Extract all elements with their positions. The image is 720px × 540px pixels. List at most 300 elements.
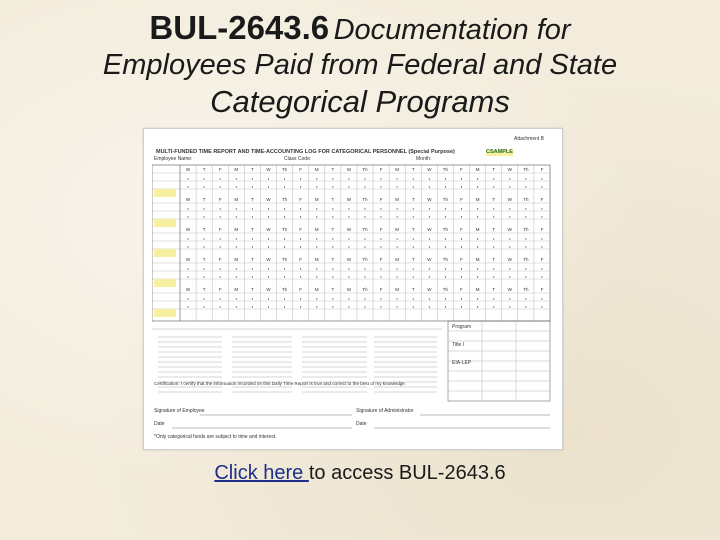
day-letter: T xyxy=(202,197,206,202)
entry-dot xyxy=(268,238,269,239)
entry-dot xyxy=(332,178,333,179)
day-letter: T xyxy=(202,257,206,262)
entry-dot xyxy=(252,246,253,247)
day-letter: F xyxy=(540,227,544,232)
entry-dot xyxy=(284,276,285,277)
entry-dot xyxy=(477,268,478,269)
day-letter: F xyxy=(379,287,383,292)
entry-dot xyxy=(300,246,301,247)
day-letter: T xyxy=(251,257,254,262)
day-letter: T xyxy=(492,227,496,232)
day-letter: Th xyxy=(523,197,529,202)
slide-title xyxy=(0,8,720,120)
entry-dot xyxy=(477,178,478,179)
entry-dot xyxy=(461,178,462,179)
entry-dot xyxy=(509,306,510,307)
day-letter: F xyxy=(218,287,222,292)
entry-dot xyxy=(204,178,205,179)
entry-dot xyxy=(380,238,381,239)
entry-dot xyxy=(397,268,398,269)
day-letter: Th xyxy=(362,227,368,232)
entry-dot xyxy=(187,178,188,179)
day-letter: Th xyxy=(523,167,529,172)
month-label: Month: xyxy=(416,156,432,162)
day-letter: T xyxy=(411,257,415,262)
entry-dot xyxy=(204,208,205,209)
entry-dot xyxy=(187,306,188,307)
entry-dot xyxy=(493,246,494,247)
entry-dot xyxy=(284,178,285,179)
day-letter: T xyxy=(251,287,254,292)
entry-dot xyxy=(268,216,269,217)
day-letter: T xyxy=(251,167,254,172)
entry-dot xyxy=(525,246,526,247)
grid-frame xyxy=(152,165,550,321)
entry-dot xyxy=(380,216,381,217)
entry-dot xyxy=(204,238,205,239)
day-letter: T xyxy=(202,167,206,172)
entry-dot xyxy=(445,306,446,307)
entry-dot xyxy=(364,276,365,277)
entry-dot xyxy=(364,178,365,179)
entry-dot xyxy=(380,208,381,209)
day-letter: F xyxy=(540,167,544,172)
day-letter: W xyxy=(266,257,271,262)
entry-dot xyxy=(509,208,510,209)
entry-dot xyxy=(380,178,381,179)
entry-dot xyxy=(525,216,526,217)
entry-dot xyxy=(284,268,285,269)
entry-dot xyxy=(445,186,446,187)
footnote: *Only categorical funds are subject to time and interest. xyxy=(154,434,277,440)
day-letter: T xyxy=(411,287,415,292)
day-letter: T xyxy=(202,287,206,292)
entry-dot xyxy=(461,216,462,217)
day-letter: M xyxy=(314,167,319,172)
entry-dot xyxy=(348,298,349,299)
entry-dot xyxy=(525,276,526,277)
day-letter: F xyxy=(379,197,383,202)
day-letter: T xyxy=(331,257,335,262)
entry-dot xyxy=(397,306,398,307)
entry-dot xyxy=(268,306,269,307)
entry-dot xyxy=(493,268,494,269)
entry-dot xyxy=(284,186,285,187)
entry-dot xyxy=(316,276,317,277)
entry-dot xyxy=(525,186,526,187)
entry-dot xyxy=(477,276,478,277)
entry-dot xyxy=(300,276,301,277)
entry-dot xyxy=(397,208,398,209)
day-letter: W xyxy=(427,197,432,202)
day-letter: W xyxy=(266,167,271,172)
entry-dot xyxy=(268,186,269,187)
employee-name-label: Employee Name: xyxy=(154,156,193,162)
entry-dot xyxy=(493,208,494,209)
entry-dot xyxy=(413,208,414,209)
form-title: MULTI-FUNDED TIME REPORT AND TIME-ACCOUNTING LOG FOR CATEGORICAL PERSONNEL (Special Purpose) xyxy=(156,149,455,155)
day-letter: M xyxy=(314,287,319,292)
day-letter: M xyxy=(395,167,400,172)
entry-dot xyxy=(284,306,285,307)
day-letter: Th xyxy=(281,197,288,202)
entry-dot xyxy=(541,276,542,277)
entry-dot xyxy=(461,268,462,269)
day-letter: Th xyxy=(523,227,529,232)
form-code: CSAMPLE xyxy=(486,149,513,155)
entry-dot xyxy=(364,298,365,299)
entry-dot xyxy=(236,208,237,209)
entry-dot xyxy=(493,186,494,187)
day-letter: Th xyxy=(442,197,449,202)
access-link[interactable]: Click here xyxy=(214,462,309,484)
entry-dot xyxy=(397,216,398,217)
day-letter: W xyxy=(185,257,191,262)
day-letter: T xyxy=(411,197,415,202)
entry-dot xyxy=(332,186,333,187)
entry-dot xyxy=(525,298,526,299)
entry-dot xyxy=(445,216,446,217)
entry-dot xyxy=(445,268,446,269)
entry-dot xyxy=(316,268,317,269)
row-highlight xyxy=(154,219,176,227)
day-letter: F xyxy=(218,227,222,232)
entry-dot xyxy=(236,268,237,269)
signature-employee-label: Signature of Employee xyxy=(154,408,205,414)
entry-dot xyxy=(525,238,526,239)
day-letter: W xyxy=(427,257,432,262)
entry-dot xyxy=(187,216,188,217)
entry-dot xyxy=(445,208,446,209)
entry-dot xyxy=(364,246,365,247)
entry-dot xyxy=(493,178,494,179)
entry-dot xyxy=(493,276,494,277)
entry-dot xyxy=(541,178,542,179)
entry-dot xyxy=(220,238,221,239)
day-letter: W xyxy=(185,167,191,172)
entry-dot xyxy=(429,276,430,277)
entry-dot xyxy=(364,208,365,209)
entry-dot xyxy=(364,186,365,187)
day-letter: F xyxy=(299,227,303,232)
entry-dot xyxy=(509,238,510,239)
day-letter: T xyxy=(492,197,496,202)
entry-dot xyxy=(429,306,430,307)
entry-dot xyxy=(300,178,301,179)
entry-dot xyxy=(380,268,381,269)
entry-dot xyxy=(429,216,430,217)
entry-dot xyxy=(461,208,462,209)
entry-dot xyxy=(220,186,221,187)
entry-dot xyxy=(509,178,510,179)
access-link-suffix: to access BUL-2643.6 xyxy=(308,462,506,484)
day-letter: M xyxy=(475,287,480,292)
day-letter: F xyxy=(299,287,303,292)
day-letter: F xyxy=(540,197,544,202)
entry-dot xyxy=(332,246,333,247)
entry-dot xyxy=(348,186,349,187)
entry-dot xyxy=(429,238,430,239)
entry-dot xyxy=(252,186,253,187)
entry-dot xyxy=(413,306,414,307)
entry-dot xyxy=(187,208,188,209)
entry-dot xyxy=(477,298,478,299)
day-letter: M xyxy=(395,227,400,232)
entry-dot xyxy=(187,298,188,299)
entry-dot xyxy=(413,178,414,179)
day-letter: W xyxy=(266,197,271,202)
entry-dot xyxy=(268,246,269,247)
signature-admin-label: Signature of Administrator xyxy=(356,408,414,414)
entry-dot xyxy=(541,306,542,307)
entry-dot xyxy=(236,178,237,179)
entry-dot xyxy=(380,298,381,299)
entry-dot xyxy=(332,268,333,269)
entry-dot xyxy=(364,216,365,217)
time-report-grid xyxy=(152,163,552,448)
day-letter: Th xyxy=(281,227,288,232)
day-letter: M xyxy=(234,257,239,262)
entry-dot xyxy=(220,306,221,307)
day-letter: F xyxy=(379,257,383,262)
day-letter: Th xyxy=(362,167,368,172)
entry-dot xyxy=(509,186,510,187)
entry-dot xyxy=(220,276,221,277)
day-letter: W xyxy=(346,197,352,202)
entry-dot xyxy=(541,268,542,269)
row-highlight xyxy=(154,309,176,317)
document-image xyxy=(143,128,563,450)
entry-dot xyxy=(477,216,478,217)
entry-dot xyxy=(187,246,188,247)
day-letter: M xyxy=(314,257,319,262)
entry-dot xyxy=(316,306,317,307)
entry-dot xyxy=(364,238,365,239)
day-letter: M xyxy=(314,197,319,202)
entry-dot xyxy=(252,298,253,299)
title-code: BUL-2643.6 xyxy=(149,9,330,46)
day-letter: T xyxy=(492,257,496,262)
entry-dot xyxy=(348,276,349,277)
entry-dot xyxy=(525,178,526,179)
entry-dot xyxy=(493,238,494,239)
entry-dot xyxy=(332,306,333,307)
day-letter: M xyxy=(234,197,239,202)
entry-dot xyxy=(236,186,237,187)
entry-dot xyxy=(413,186,414,187)
day-letter: Th xyxy=(442,167,449,172)
entry-dot xyxy=(397,238,398,239)
entry-dot xyxy=(316,298,317,299)
entry-dot xyxy=(300,216,301,217)
entry-dot xyxy=(397,246,398,247)
entry-dot xyxy=(316,238,317,239)
entry-dot xyxy=(509,276,510,277)
entry-dot xyxy=(380,246,381,247)
day-letter: W xyxy=(185,287,191,292)
entry-dot xyxy=(477,246,478,247)
entry-dot xyxy=(541,216,542,217)
entry-dot xyxy=(268,276,269,277)
entry-dot xyxy=(332,238,333,239)
entry-dot xyxy=(284,216,285,217)
day-letter: W xyxy=(266,227,271,232)
day-letter: F xyxy=(379,227,383,232)
day-letter: F xyxy=(540,257,544,262)
day-letter: Th xyxy=(281,167,288,172)
date-label-1: Date xyxy=(154,421,165,427)
entry-dot xyxy=(348,178,349,179)
day-letter: F xyxy=(299,197,303,202)
entry-dot xyxy=(397,276,398,277)
entry-dot xyxy=(461,238,462,239)
day-letter: Th xyxy=(362,197,368,202)
title1-label: Title I xyxy=(452,342,465,348)
entry-dot xyxy=(461,306,462,307)
entry-dot xyxy=(220,268,221,269)
day-letter: F xyxy=(460,227,463,232)
eia-label: EIA-LEP xyxy=(452,360,472,366)
day-letter: W xyxy=(427,167,432,172)
entry-dot xyxy=(445,238,446,239)
entry-dot xyxy=(187,238,188,239)
entry-dot xyxy=(268,178,269,179)
day-letter: F xyxy=(299,167,303,172)
entry-dot xyxy=(268,268,269,269)
entry-dot xyxy=(461,276,462,277)
entry-dot xyxy=(429,208,430,209)
row-highlight xyxy=(154,189,176,197)
entry-dot xyxy=(268,298,269,299)
day-letter: Th xyxy=(523,257,529,262)
entry-dot xyxy=(429,186,430,187)
entry-dot xyxy=(220,178,221,179)
entry-dot xyxy=(220,298,221,299)
day-letter: W xyxy=(185,227,191,232)
entry-dot xyxy=(493,306,494,307)
day-letter: Th xyxy=(523,287,529,292)
entry-dot xyxy=(429,178,430,179)
entry-dot xyxy=(252,238,253,239)
entry-dot xyxy=(429,246,430,247)
day-letter: M xyxy=(395,287,400,292)
day-letter: T xyxy=(251,227,254,232)
entry-dot xyxy=(445,298,446,299)
entry-dot xyxy=(348,216,349,217)
entry-dot xyxy=(525,306,526,307)
entry-dot xyxy=(284,298,285,299)
day-letter: F xyxy=(460,167,463,172)
entry-dot xyxy=(204,298,205,299)
day-letter: M xyxy=(475,257,480,262)
entry-dot xyxy=(413,268,414,269)
day-letter: W xyxy=(507,197,512,202)
entry-dot xyxy=(509,268,510,269)
entry-dot xyxy=(348,268,349,269)
entry-dot xyxy=(204,246,205,247)
entry-dot xyxy=(300,298,301,299)
day-letter: W xyxy=(266,287,271,292)
day-letter: Th xyxy=(362,257,368,262)
day-letter: T xyxy=(411,227,415,232)
day-letter: W xyxy=(427,287,432,292)
day-letter: Th xyxy=(442,287,449,292)
entry-dot xyxy=(493,298,494,299)
entry-dot xyxy=(541,238,542,239)
day-letter: W xyxy=(427,227,432,232)
title-line2: Employees Paid from Federal and State xyxy=(102,48,618,81)
row-highlight xyxy=(154,249,176,257)
entry-dot xyxy=(461,298,462,299)
entry-dot xyxy=(252,306,253,307)
entry-dot xyxy=(477,306,478,307)
entry-dot xyxy=(348,306,349,307)
entry-dot xyxy=(204,306,205,307)
entry-dot xyxy=(332,276,333,277)
entry-dot xyxy=(380,186,381,187)
entry-dot xyxy=(204,268,205,269)
day-letter: F xyxy=(460,197,463,202)
day-letter: Th xyxy=(281,257,288,262)
row-highlight xyxy=(154,279,176,287)
entry-dot xyxy=(397,186,398,187)
entry-dot xyxy=(268,208,269,209)
entry-dot xyxy=(429,298,430,299)
entry-dot xyxy=(236,276,237,277)
title-part2: Documentation for xyxy=(333,14,571,46)
entry-dot xyxy=(445,246,446,247)
entry-dot xyxy=(220,216,221,217)
day-letter: T xyxy=(331,227,335,232)
entry-dot xyxy=(316,216,317,217)
day-letter: M xyxy=(475,167,480,172)
entry-dot xyxy=(461,246,462,247)
day-letter: T xyxy=(202,227,206,232)
day-letter: F xyxy=(218,257,222,262)
entry-dot xyxy=(364,306,365,307)
entry-dot xyxy=(300,268,301,269)
day-letter: W xyxy=(185,197,191,202)
day-letter: T xyxy=(251,197,254,202)
entry-dot xyxy=(284,208,285,209)
entry-dot xyxy=(413,238,414,239)
day-letter: W xyxy=(346,167,352,172)
entry-dot xyxy=(236,306,237,307)
entry-dot xyxy=(541,298,542,299)
entry-dot xyxy=(316,186,317,187)
day-letter: W xyxy=(507,167,512,172)
entry-dot xyxy=(316,246,317,247)
class-code-label: Class Code: xyxy=(284,156,312,162)
entry-dot xyxy=(397,298,398,299)
entry-dot xyxy=(220,246,221,247)
day-letter: W xyxy=(346,257,352,262)
program-label: Program xyxy=(452,324,472,330)
entry-dot xyxy=(380,306,381,307)
day-letter: M xyxy=(234,227,239,232)
entry-dot xyxy=(541,186,542,187)
day-letter: M xyxy=(475,227,480,232)
day-letter: W xyxy=(507,257,512,262)
day-letter: M xyxy=(234,167,239,172)
day-letter: W xyxy=(507,287,512,292)
entry-dot xyxy=(525,208,526,209)
entry-dot xyxy=(236,216,237,217)
day-letter: W xyxy=(507,227,512,232)
day-letter: F xyxy=(460,257,463,262)
entry-dot xyxy=(477,208,478,209)
entry-dot xyxy=(364,268,365,269)
